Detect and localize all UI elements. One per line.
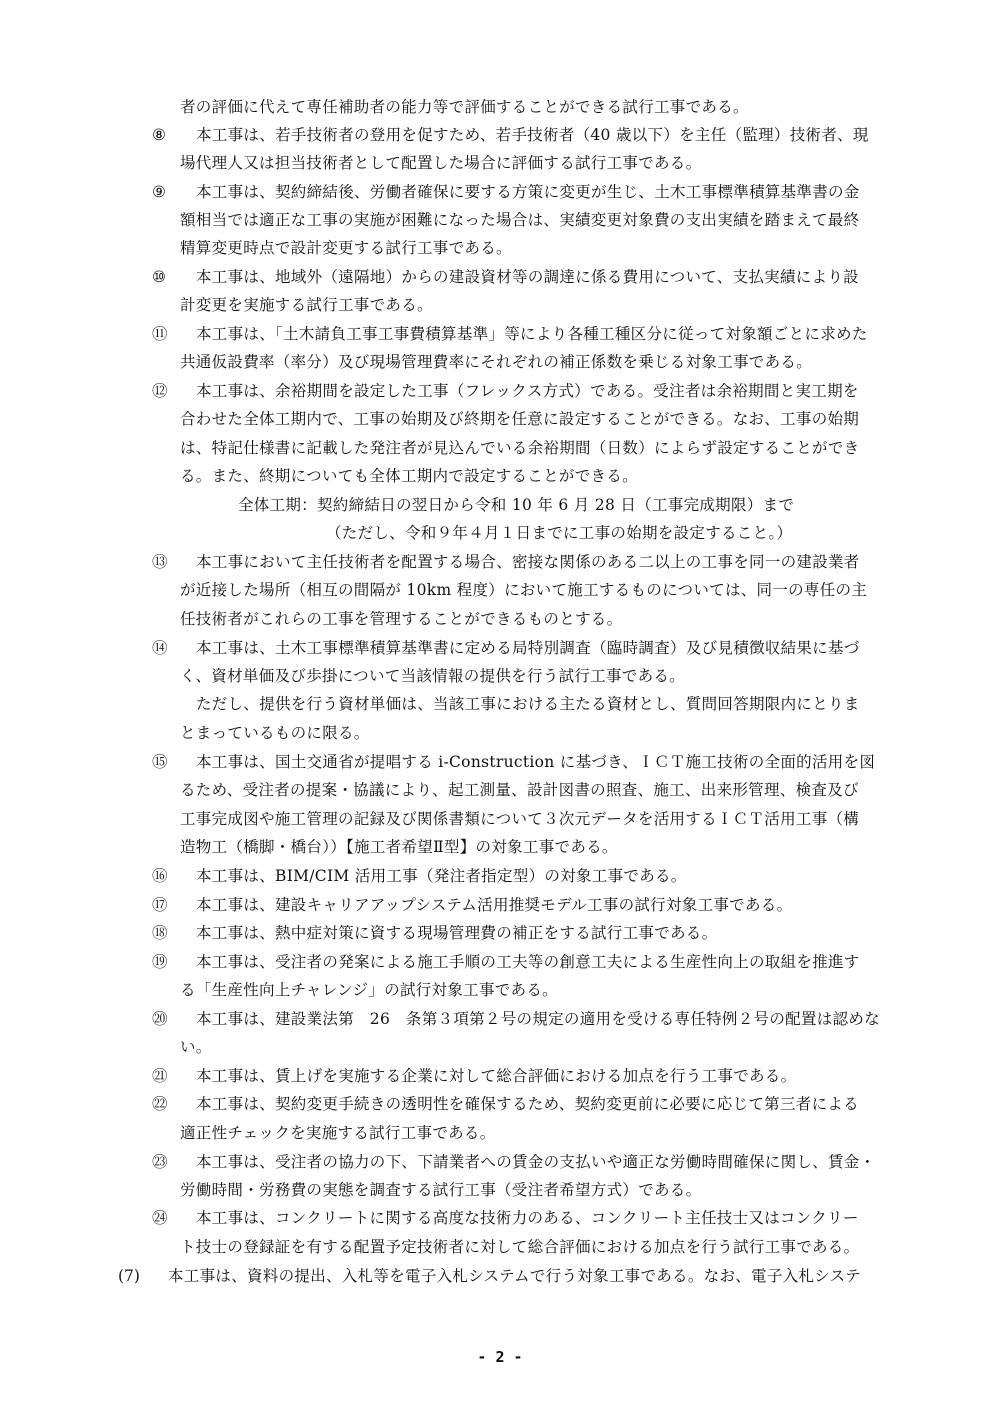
item-24-number: ㉔ xyxy=(152,1209,168,1227)
item-16-line-1: 本工事は、BIM/CIM 活用工事（発注者指定型）の対象工事である。 xyxy=(196,867,687,885)
item-12-line-2: 合わせた全体工期内で、工事の始期及び終期を任意に設定することができる。なお、工事の始期 xyxy=(180,410,860,428)
item-14-line-4: とまっているものに限る。 xyxy=(180,724,370,742)
item-23-line-1: 本工事は、受注者の協力の下、下請業者への賃金の支払いや適正な労働時間確保に関し、賃金・ xyxy=(196,1153,876,1171)
item-15-line-3: 工事完成図や施工管理の記録及び関係書類について３次元データを活用するＩＣＴ活用工事（構 xyxy=(180,810,860,828)
item-24-line-1: 本工事は、コンクリートに関する高度な技術力のある、コンクリート主任技士又はコンクリー xyxy=(196,1209,859,1227)
item-12-number: ⑫ xyxy=(152,382,168,400)
item-14-line-1: 本工事は、土木工事標準積算基準書に定める局特別調査（臨時調査）及び見積徴収結果に基づ xyxy=(196,639,860,657)
item-16-number: ⑯ xyxy=(152,867,168,885)
item-20-line-1: 本工事は、建設業法第 26 条第３項第２号の規定の適用を受ける専任特例２号の配置は認めな xyxy=(196,1010,880,1028)
item-22-line-2: 適正性チェックを実施する試行工事である。 xyxy=(180,1124,496,1142)
item-13-line-2: が近接した場所（相互の間隔が 10km 程度）において施工するものについては、同一の専任の主 xyxy=(180,581,868,599)
item-10-line-1: 本工事は、地域外（遠隔地）からの建設資材等の調達に係る費用について、支払実績により設 xyxy=(196,268,859,286)
item-9-line-2: 額相当では適正な工事の実施が困難になった場合は、実績変更対象費の支出実績を踏まえて最終 xyxy=(180,211,860,229)
item-11-line-2: 共通仮設費率（率分）及び現場管理費率にそれぞれの補正係数を乗じる対象工事である。 xyxy=(180,353,813,371)
item-9-number: ⑨ xyxy=(152,183,166,201)
schedule-note: （ただし、令和９年４月１日までに工事の始期を設定すること。） xyxy=(326,524,793,542)
item-9-line-1: 本工事は、契約締結後、労働者確保に要する方策に変更が生じ、土木工事標準積算基準書の金 xyxy=(196,183,860,201)
item-14-line-2: く、資材単価及び歩掛について当該情報の提供を行う試行工事である。 xyxy=(180,667,685,685)
item-13-number: ⑬ xyxy=(152,553,168,571)
item-21-number: ㉑ xyxy=(152,1067,168,1085)
intro-line: 者の評価に代えて専任補助者の能力等で評価することができる試行工事である。 xyxy=(180,98,749,116)
item-15-line-2: るため、受注者の提案・協議により、起工測量、設計図書の照査、施工、出来形管理、検査及び xyxy=(180,781,859,799)
item-12-line-4: る。また、終期についても全体工期内で設定することができる。 xyxy=(180,467,638,485)
section-7-text: 本工事は、資料の提出、入札等を電子入札システムで行う対象工事である。なお、電子入札システ xyxy=(168,1267,861,1285)
item-8-number: ⑧ xyxy=(152,126,166,144)
page-number: - 2 - xyxy=(477,1348,523,1366)
item-20-number: ⑳ xyxy=(152,1010,168,1028)
item-15-line-4: 造物工（橋脚・橋台））【施工者希望Ⅱ型】の対象工事である。 xyxy=(180,838,618,856)
item-14-line-3: ただし、提供を行う資材単価は、当該工事における主たる資材とし、質問回答期限内にとりま xyxy=(196,695,860,713)
item-15-number: ⑮ xyxy=(152,753,168,771)
item-13-line-3: 任技術者がこれらの工事を管理することができるものとする。 xyxy=(180,610,623,628)
item-23-line-2: 労働時間・労務費の実態を調査する試行工事（受注者希望方式）である。 xyxy=(180,1181,702,1199)
section-7-number: (7) xyxy=(118,1267,140,1285)
item-14-number: ⑭ xyxy=(152,639,168,657)
item-11-line-1: 本工事は、「土木請負工事工事費積算基準」等により各種工種区分に従って対象額ごとに求めた xyxy=(196,325,868,343)
item-22-number: ㉒ xyxy=(152,1095,168,1113)
item-18-number: ⑱ xyxy=(152,924,168,942)
item-18-line-1: 本工事は、熱中症対策に資する現場管理費の補正をする試行工事である。 xyxy=(196,924,718,942)
item-11-number: ⑪ xyxy=(152,325,168,343)
item-8-line-1: 本工事は、若手技術者の登用を促すため、若手技術者（40 歳以下）を主任（監理）技術者、現 xyxy=(196,126,869,144)
item-13-line-1: 本工事において主任技術者を配置する場合、密接な関係のある二以上の工事を同一の建設業者 xyxy=(196,553,860,571)
item-19-line-1: 本工事は、受注者の発案による施工手順の工夫等の創意工夫による生産性向上の取組を推進す xyxy=(196,953,860,971)
item-10-line-2: 計変更を実施する試行工事である。 xyxy=(180,296,433,314)
item-8-line-2: 場代理人又は担当技術者として配置した場合に評価する試行工事である。 xyxy=(180,154,702,172)
item-20-line-2: い。 xyxy=(180,1038,212,1056)
schedule-period: 全体工期：契約締結日の翌日から令和 10 年 6 月 28 日（工事完成期限）まで xyxy=(238,496,795,514)
item-21-line-1: 本工事は、賃上げを実施する企業に対して総合評価における加点を行う工事である。 xyxy=(196,1067,797,1085)
item-10-number: ⑩ xyxy=(152,268,166,286)
item-23-number: ㉓ xyxy=(152,1153,168,1171)
item-15-line-1: 本工事は、国土交通省が提唱する i-Construction に基づき、ＩＣＴ施工技術の全面的活用を図 xyxy=(196,753,876,771)
item-24-line-2: ト技士の登録証を有する配置予定技術者に対して総合評価における加点を行う試行工事である。 xyxy=(180,1238,860,1256)
item-19-number: ⑲ xyxy=(152,953,168,971)
item-12-line-1: 本工事は、余裕期間を設定した工事（フレックス方式）である。受注者は余裕期間と実工期を xyxy=(196,382,859,400)
item-19-line-2: る「生産性向上チャレンジ」の試行対象工事である。 xyxy=(180,981,558,999)
item-22-line-1: 本工事は、契約変更手続きの透明性を確保するため、契約変更前に必要に応じて第三者による xyxy=(196,1095,859,1113)
item-12-line-3: は、特記仕様書に記載した発注者が見込んでいる余裕期間（日数）によらず設定することができ xyxy=(180,439,860,457)
item-17-number: ⑰ xyxy=(152,896,168,914)
item-17-line-1: 本工事は、建設キャリアアップシステム活用推奨モデル工事の試行対象工事である。 xyxy=(196,896,793,914)
item-9-line-3: 精算変更時点で設計変更する試行工事である。 xyxy=(180,239,512,257)
